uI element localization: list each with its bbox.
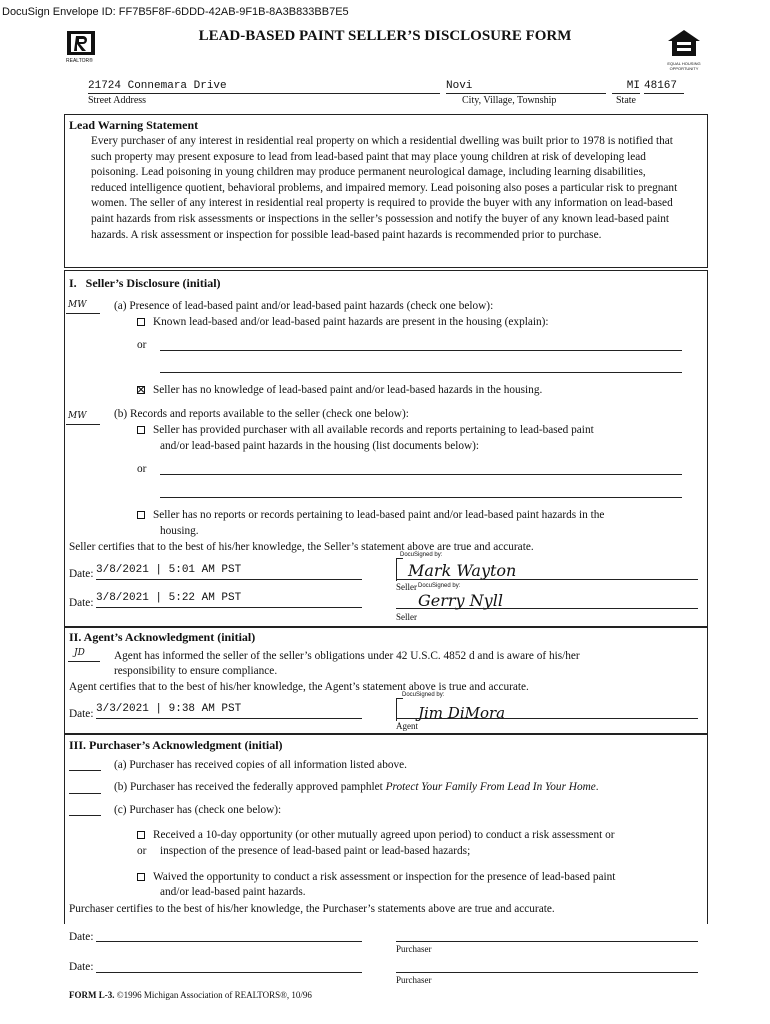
purchaser-or: or <box>137 845 147 857</box>
equal-housing-text: EQUAL HOUSING OPPORTUNITY <box>667 61 701 71</box>
purchaser-signature1-line[interactable] <box>396 928 698 942</box>
purchaser-option1-checkbox[interactable] <box>137 831 145 839</box>
seller-b-or: or <box>137 463 147 475</box>
seller-b-option2-checkbox[interactable] <box>137 511 145 519</box>
agent-date-value: 3/3/2021 | 9:38 AM PST <box>96 703 242 715</box>
purchaser-option2[interactable] <box>137 871 615 883</box>
seller-label1: Seller <box>396 582 417 592</box>
agent-line2: responsibility to ensure compliance. <box>114 665 278 677</box>
purchaser-certify: Purchaser certifies to the best of his/her knowledge, the Purchaser’s statements above are true and accurate. <box>69 903 555 915</box>
form-id: FORM L-3. <box>69 990 115 1000</box>
seller-docusigned1-label: DocuSigned by: <box>400 552 443 558</box>
seller-signature1[interactable]: Mark Wayton <box>408 561 517 580</box>
seller-b-option1-checkbox[interactable] <box>137 426 145 434</box>
purchaser-date1-field[interactable] <box>96 928 362 942</box>
seller-b-option1[interactable] <box>137 424 594 436</box>
purchaser-b-suffix: . <box>595 781 599 793</box>
seller-a-or: or <box>137 339 147 351</box>
seller-initials-b-value: MW <box>68 411 87 421</box>
agent-docusigned-label: DocuSigned by: <box>402 692 445 698</box>
purchaser-signature2-line[interactable] <box>396 959 698 973</box>
seller-a-option1-label: Known lead-based and/or lead-based paint hazards are present in the housing (explain): <box>153 316 549 328</box>
seller-a-label: (a) Presence of lead-based paint and/or lead-based paint hazards (check one below): <box>114 300 494 312</box>
lead-warning-heading: Lead Warning Statement <box>69 118 199 132</box>
purchaser-date2-field[interactable] <box>96 959 362 973</box>
seller-heading: I. Seller’s Disclosure (initial) <box>69 276 221 290</box>
seller-initials-a[interactable] <box>66 300 100 314</box>
purchaser-initials-a[interactable] <box>69 760 101 771</box>
envelope-id: DocuSign Envelope ID: FF7B5F8F-6DDD-42AB-9F1B-8A3B833BB7E5 <box>2 6 349 18</box>
purchaser-option2-checkbox[interactable] <box>137 873 145 881</box>
seller-signature1-line <box>396 567 698 580</box>
equal-housing-icon <box>664 28 704 58</box>
seller-a-explain-line2[interactable] <box>160 362 682 373</box>
agent-initials[interactable] <box>68 647 100 662</box>
city-field[interactable] <box>446 80 606 94</box>
seller-date1-label: Date: <box>69 568 94 580</box>
agent-signature[interactable]: Jim DiMora <box>418 704 506 722</box>
purchaser-b <box>114 781 599 793</box>
seller-signature2[interactable]: Gerry Nyll <box>418 591 503 610</box>
seller-b-docs-line2[interactable] <box>160 487 682 498</box>
city-value: Novi <box>446 80 473 92</box>
seller-a-explain-line1[interactable] <box>160 340 682 351</box>
street-address-label: Street Address <box>88 95 147 106</box>
seller-b-docs-line1[interactable] <box>160 464 682 475</box>
seller-a-option1-checkbox[interactable] <box>137 318 145 326</box>
purchaser-b-prefix: (b) Purchaser has received the federally approved pamphlet <box>114 781 386 793</box>
agent-date-field[interactable] <box>96 703 362 719</box>
seller-b-option1-line1: Seller has provided purchaser with all available records and reports pertaining to lead-based paint <box>153 424 594 436</box>
copyright: ©1996 Michigan Association of REALTORS®, 10/96 <box>114 990 312 1000</box>
purchaser-c: (c) Purchaser has (check one below): <box>114 804 282 816</box>
purchaser-initials-c[interactable] <box>69 805 101 816</box>
seller-initials-b[interactable] <box>66 411 100 425</box>
street-address-field[interactable] <box>88 80 440 94</box>
seller-signature2-line <box>396 596 698 609</box>
state-label: State <box>616 95 636 106</box>
purchaser-heading: III. Purchaser’s Acknowledgment (initial) <box>69 738 283 752</box>
agent-label: Agent <box>396 721 418 731</box>
seller-label2: Seller <box>396 612 417 622</box>
zip-value: 48167 <box>644 80 678 92</box>
purchaser-option2-line1: Waived the opportunity to conduct a risk assessment or inspection for the presence of lead-based paint <box>153 871 616 883</box>
seller-docusigned2-label: DocuSigned by: <box>418 583 461 589</box>
purchaser-date2-label: Date: <box>69 961 94 973</box>
agent-line1: Agent has informed the seller of the seller’s obligations under 42 U.S.C. 4852 d and is aware of his/her <box>114 650 580 662</box>
seller-b-option2[interactable] <box>137 509 604 521</box>
seller-a-option2[interactable] <box>137 384 542 396</box>
pamphlet-title: Protect Your Family From Lead In Your Home <box>385 781 596 793</box>
equal-housing-logo <box>664 28 704 71</box>
purchaser-option1-line1: Received a 10-day opportunity (or other mutually agreed upon period) to conduct a risk assessment or <box>153 829 615 841</box>
agent-certify: Agent certifies that to the best of his/her knowledge, the Agent’s statement above is true and accurate. <box>69 681 529 693</box>
purchaser-option1-line2: inspection of the presence of lead-based paint or lead-based hazards; <box>160 845 471 857</box>
seller-a-option1[interactable] <box>137 316 549 328</box>
purchaser-a: (a) Purchaser has received copies of all information listed above. <box>114 759 407 771</box>
purchaser-label2: Purchaser <box>396 975 432 985</box>
seller-b-option1-line2: and/or lead-based paint hazards in the housing (list documents below): <box>160 440 480 452</box>
purchaser-option2-line2: and/or lead-based paint hazards. <box>160 886 306 898</box>
form-title: LEAD-BASED PAINT SELLER’S DISCLOSURE FORM <box>198 28 572 44</box>
agent-date-label: Date: <box>69 708 94 720</box>
purchaser-option1[interactable] <box>137 829 614 841</box>
agent-signature-line <box>396 706 698 719</box>
seller-a-option2-checkbox[interactable] <box>137 386 145 394</box>
seller-initials-a-value: MW <box>68 300 87 310</box>
seller-date1-field[interactable] <box>96 564 362 580</box>
street-address-value: 21724 Connemara Drive <box>88 80 227 92</box>
seller-date1-value: 3/8/2021 | 5:01 AM PST <box>96 564 242 576</box>
agent-heading: II. Agent’s Acknowledgment (initial) <box>69 630 256 644</box>
seller-date2-value: 3/8/2021 | 5:22 AM PST <box>96 592 242 604</box>
state-field[interactable] <box>612 80 640 94</box>
purchaser-label1: Purchaser <box>396 944 432 954</box>
agent-initials-value: JD <box>74 648 85 658</box>
seller-b-option2-line1: Seller has no reports or records pertaining to lead-based paint and/or lead-based paint hazards in the <box>153 509 605 521</box>
lead-warning-body: Every purchaser of any interest in residential real property on which a residential dwelling was built prior to 1978 is notified that such property may present exposure to lead from lead-based paint that may place young children at risk of developing lead poisoning. Lead poisoning in young children may produce permanent neurological damage, including learning disabilities, reduced intelligence quotient, behavioral problems, and impaired memory. Lead poisoning also poses a particular risk to pregnant women. The seller of any interest in residential real property is required to provide the buyer with any information on lead-based paint hazards from risk assessments or inspections in the seller’s possession and notify the buyer of any known lead-based paint hazards. A risk assessment or inspection for possible lead-based paint hazards is recommended prior to purchase. <box>91 135 678 241</box>
state-value: MI <box>626 80 640 92</box>
city-label: City, Village, Township <box>462 95 557 106</box>
seller-a-option2-label: Seller has no knowledge of lead-based paint and/or lead-based hazards in the housing. <box>153 384 543 396</box>
zip-field[interactable] <box>644 80 684 94</box>
seller-certify: Seller certifies that to the best of his/her knowledge, the Seller’s statement above are true and accurate. <box>69 541 534 553</box>
purchaser-initials-b[interactable] <box>69 783 101 794</box>
form-footer <box>69 990 312 1000</box>
purchaser-date1-label: Date: <box>69 931 94 943</box>
seller-b-label: (b) Records and reports available to the seller (check one below): <box>114 408 409 420</box>
seller-date2-field[interactable] <box>96 592 362 608</box>
realtor-logo-text: REALTOR® <box>66 58 93 64</box>
seller-date2-label: Date: <box>69 597 94 609</box>
seller-b-option2-line2: housing. <box>160 525 199 537</box>
